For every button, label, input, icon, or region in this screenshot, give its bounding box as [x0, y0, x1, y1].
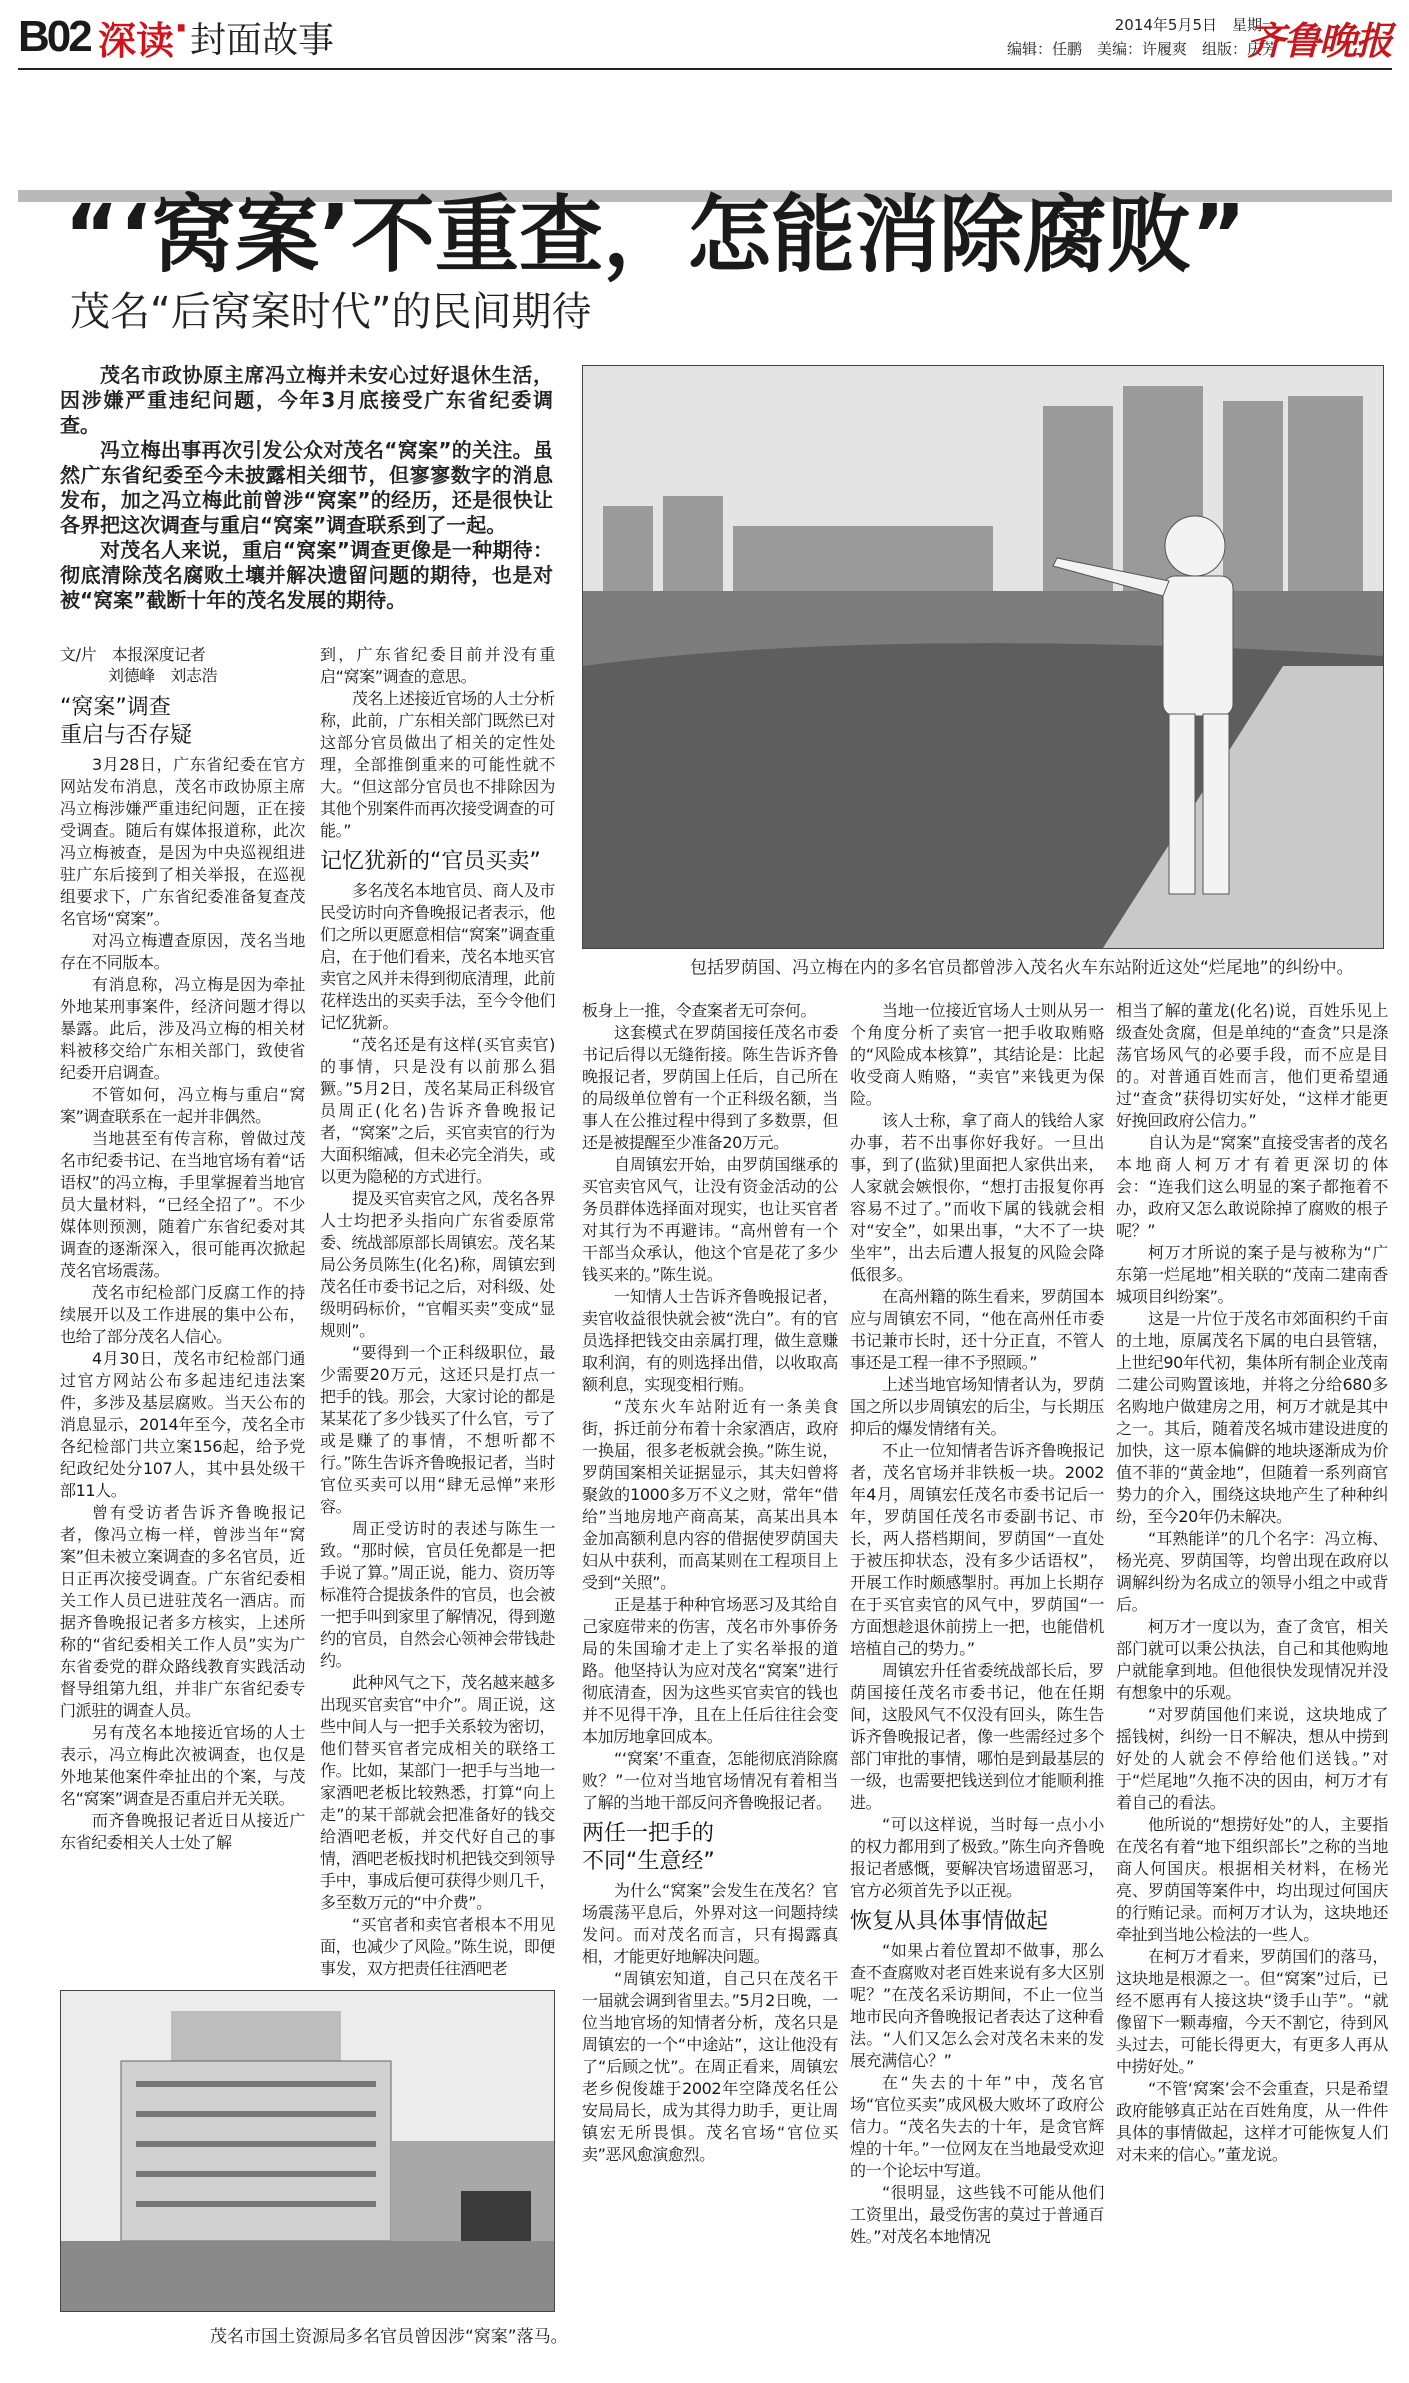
body-paragraph: “‘窝案’不重查，怎能彻底消除腐败？”一位对当地官场情况有着相当了解的当地干部反问齐鲁晚报记者。	[582, 1749, 838, 1812]
body-paragraph: 到，广东省纪委目前并没有重启“窝案”调查的意思。	[320, 645, 555, 686]
photo-caption: 茂名市国土资源局多名官员曾因涉“窝案”落马。	[210, 2327, 568, 2347]
subsection-name: 封面故事	[190, 20, 335, 61]
body-paragraph: 不止一位知情者告诉齐鲁晚报记者，茂名官场并非铁板一块。2002年4月，周镇宏任茂名市委书记后一年，罗荫国任茂名市委副书记、市长，两人搭档期间，罗荫国“一直处于被压抑状态，没有多少话语权”，开展工作时颇感掣肘。再加上长期存在于买官卖官的风气中，罗荫国“一方面想趁退休前捞上一把，也能借机培植自己的势力。”	[850, 1441, 1104, 1658]
body-paragraph: “很明显，这些钱不可能从他们工资里出，最受伤害的莫过于普通百姓。”对茂名本地情况	[850, 2183, 1104, 2246]
body-paragraph: 茂名市纪检部门反腐工作的持续展开以及工作进展的集中公布，也给了部分茂名人信心。	[60, 1283, 305, 1346]
body-paragraph: 自周镇宏开始，由罗荫国继承的买官卖官风气，让没有资金活动的公务员群体选择面对现实，也让买官者对其行为不再避讳。“高州曾有一个干部当众承认，他这个官是花了多少钱买来的。”陈生说。	[582, 1155, 838, 1284]
section-heading: 重启与否存疑	[60, 723, 193, 748]
body-paragraph: 4月30日，茂名市纪检部门通过官方网站公布多起违纪违法案件，多涉及基层腐败。当天公布的消息显示，2014年至今，茂名全市各纪检部门共立案156起，给予党纪政纪处分107人，其中县处级干部11人。	[60, 1349, 305, 1500]
editor-credits: 编辑：任鹏 美编：许履爽 组版：庆芳	[1006, 40, 1277, 58]
section-dot: ·	[174, 6, 189, 50]
body-paragraph: 在柯万才看来，罗荫国们的落马，这块地是根源之一。但“窝案”过后，已经不愿再有人接这块“烫手山芋”。“就像留下一颗毒瘤，今天不割它，待到风头过去，可能长得更大，有更多人再从中捞好处。”	[1116, 1947, 1388, 2076]
photo-caption: 包括罗荫国、冯立梅在内的多名官员都曾涉入茂名火车东站附近这处“烂尾地”的纠纷中。	[690, 958, 1354, 978]
body-paragraph: 此种风气之下，茂名越来越多出现买官卖官“中介”。周正说，这些中间人与一把手关系较为密切，他们替买官者完成相关的联络工作。比如，某部门一把手与当地一家酒吧老板比较熟悉，打算“向上走”的某干部就会把准备好的钱交给酒吧老板，并交代好自己的事情，酒吧老板找时机把钱交到领导手中，事成后便可获得少则几千，多至数万元的“中介费”。	[320, 1673, 555, 1912]
body-paragraph: 周正受访时的表述与陈生一致。“那时候，官员任免都是一把手说了算。”周正说，能力、资历等标准符合提拔条件的官员，也会被一把手叫到家里了解情况，得到邀约的官员，自然会心领神会带钱赴约。	[320, 1519, 555, 1670]
article-column-5	[1116, 1000, 1388, 2166]
section-heading: 记忆犹新的“官员买卖”	[320, 849, 541, 874]
building-illustration	[61, 1991, 554, 2311]
headline: “‘窝案’不重查，怎能消除腐败”	[64, 186, 1247, 284]
body-paragraph: 多名茂名本地官员、商人及市民受访时向齐鲁晚报记者表示，他们之所以更愿意相信“窝案”调查重启，在于他们看来，茂名本地买官卖官之风并未得到彻底清理，此前花样迭出的买卖手法，至今令他们记忆犹新。	[320, 881, 555, 1032]
section-heading: 两任一把手的	[582, 1821, 715, 1846]
body-paragraph: 一知情人士告诉齐鲁晚报记者，卖官收益很快就会被“洗白”。有的官员选择把钱交由亲属打理，做生意赚取利润，有的则选择出借，以收取高额利息，实现变相行贿。	[582, 1287, 838, 1394]
body-paragraph: 当地甚至有传言称，曾做过茂名市纪委书记、在当地官场有着“话语权”的冯立梅，手里掌握着当地官员大量材料，“已经全招了”。不少媒体则预测，随着广东省纪委对其调查的逐渐深入，很可能再次掀起茂名官场震荡。	[60, 1129, 305, 1280]
body-paragraph: 该人士称，拿了商人的钱给人家办事，若不出事你好我好。一旦出事，到了(监狱)里面把人家供出来，人家就会嫉恨你，“想打击报复你再容易不过了。”而收下属的钱就会相对“安全”，如果出事，“大不了一块坐牢”，出去后遭人报复的风险会降低很多。	[850, 1111, 1104, 1284]
subheadline: 茂名“后窝案时代”的民间期待	[70, 289, 592, 335]
body-paragraph: “茂名还是有这样(买官卖官)的事情，只是没有以前那么猖獗。”5月2日，茂名某局正科级官员周正(化名)告诉齐鲁晚报记者，“窝案”之后，买官卖官的行为大面积缩减，但未必完全消失，或以更为隐秘的方式进行。	[320, 1035, 555, 1186]
body-paragraph: 提及买官卖官之风，茂名各界人士均把矛头指向广东省委原常委、统战部原部长周镇宏。茂名某局公务员陈生(化名)称，周镇宏到茂名任市委书记之后，对科级、处级明码标价，“官帽买卖”变成“显规则”。	[320, 1189, 555, 1340]
body-paragraph: 在高州籍的陈生看来，罗荫国本应与周镇宏不同，“他在高州任市委书记兼市长时，还十分正直，不管人事还是工程一律不予照顾。”	[850, 1287, 1104, 1372]
body-paragraph: “周镇宏知道，自己只在茂名干一届就会调到省里去。”5月2日晚，一位当地官场的知情者分析，茂名只是周镇宏的一个“中途站”，这让他没有了“后顾之忧”。在周正看来，周镇宏老乡倪俊雄于2002年空降茂名任公安局局长，成为其得力助手，更让周镇宏无所畏惧。茂名官场“官位买卖”恶风愈演愈烈。	[582, 1969, 838, 2164]
body-paragraph: 柯万才所说的案子是与被称为“广东第一烂尾地”相关联的“茂南二建南香城项目纠纷案”。	[1116, 1243, 1388, 1306]
byline: 刘德峰 刘志浩	[108, 666, 218, 685]
body-paragraph: 而齐鲁晚报记者近日从接近广东省纪委相关人士处了解	[60, 1811, 305, 1852]
body-paragraph: 这是一片位于茂名市郊面积约千亩的土地，原属茂名下属的电白县管辖，上世纪90年代初，集体所有制企业茂南二建公司购置该地，并将之分给680多名购地户做建房之用，柯万才就是其中之一。其后，随着茂名城市建设进度的加快，这一原本偏僻的地块逐渐成为价值不菲的“黄金地”，但随着一系列商官势力的介入，围绕这块地产生了种种纠纷，至今20年仍未解决。	[1116, 1309, 1388, 1526]
body-paragraph: 他所说的“想捞好处”的人，主要指在茂名有着“地下组织部长”之称的当地商人何国庆。根据相关材料，在杨光亮、罗荫国等案件中，均出现过何国庆的行贿记录。而柯万才认为，这块地还牵扯到当地公检法的一些人。	[1116, 1815, 1388, 1944]
body-paragraph: “要得到一个正科级职位，最少需要20万元，这还只是打点一把手的钱。那会，大家讨论的都是某某花了多少钱买了什么官，亏了或是赚了的事情，不想听都不行。”陈生告诉齐鲁晚报记者，当时官位买卖可以用“肆无忌惮”来形容。	[320, 1343, 555, 1516]
body-paragraph: 相当了解的董龙(化名)说，百姓乐见上级查处贪腐，但是单纯的“查贪”只是涤荡官场风气的必要手段，而不应是目的。对普通百姓而言，他们更希望通过“查贪”获得切实好处，“这样才能更好挽回政府公信力。”	[1116, 1001, 1388, 1130]
body-paragraph: “对罗荫国他们来说，这块地成了摇钱树，纠纷一日不解决，想从中捞到好处的人就会不停给他们送钱。”对于“烂尾地”久拖不决的因由，柯万才有着自己的看法。	[1116, 1705, 1388, 1812]
section-heading: 恢复从具体事情做起	[850, 1909, 1049, 1934]
body-paragraph: 这套模式在罗荫国接任茂名市委书记后得以无缝衔接。陈生告诉齐鲁晚报记者，罗荫国上任后，自己所在的局级单位曾有一个正科级名额，当事人在公推过程中得到了多数票，但还是被提醒至少准备20万元。	[582, 1023, 838, 1152]
body-paragraph: “如果占着位置却不做事，那么查不查腐败对老百姓来说有多大区别呢？”在茂名采访期间，不止一位当地市民向齐鲁晚报记者表达了这种看法。“人们又怎么会对茂名未来的发展充满信心？”	[850, 1941, 1104, 2070]
body-paragraph: 为什么“窝案”会发生在茂名？官场震荡平息后，外界对这一问题持续发问。而对茂名而言，只有揭露真相，才能更好地解决问题。	[582, 1881, 838, 1966]
photo-scene-illustration	[583, 366, 1383, 948]
article-column-3	[582, 1000, 838, 2166]
page-number: B02	[18, 12, 90, 61]
body-paragraph: 茂名上述接近官场的人士分析称，此前，广东相关部门既然已对这部分官员做出了相关的定性处理，全部推倒重来的可能性就不大。“但这部分官员也不排除因为其他个别案件而再次接受调查的可能。”	[320, 689, 555, 840]
body-paragraph: “买官者和卖官者根本不用见面，也减少了风险。”陈生说，即便事发，双方把责任往酒吧老	[320, 1915, 555, 1978]
body-paragraph: 自认为是“窝案”直接受害者的茂名本地商人柯万才有着更深切的体会：“连我们这么明显的案子都拖着不办，政府又怎么敢说除掉了腐败的根子呢？”	[1116, 1133, 1388, 1240]
body-paragraph: 有消息称，冯立梅是因为牵扯外地某刑事案件，经济问题才得以暴露。此后，涉及冯立梅的相关材料被移交给广东相关部门，致使省纪委开启调查。	[60, 975, 305, 1082]
body-paragraph: 正是基于种种官场恶习及其给自己家庭带来的伤害，茂名市外事侨务局的朱国瑜才走上了实名举报的道路。他坚持认为应对茂名“窝案”进行彻底清查，因为这些买官卖官的钱也并不见得干净，且在上任后往往会变本加厉地拿回成本。	[582, 1595, 838, 1746]
section-heading: 不同“生意经”	[582, 1849, 715, 1874]
body-paragraph: 另有茂名本地接近官场的人士表示，冯立梅此次被调查，也仅是外地某他案件牵扯出的个案，与茂名“窝案”调查是否重启并无关联。	[60, 1723, 305, 1808]
body-paragraph: 不管如何，冯立梅与重启“窝案”调查联系在一起并非偶然。	[60, 1085, 305, 1126]
header-divider	[18, 68, 1392, 70]
body-paragraph: 周镇宏升任省委统战部长后，罗荫国接任茂名市委书记，他在任期间，这股风气不仅没有回头，陈生告诉齐鲁晚报记者，像一些需经过多个部门审批的事情，哪怕是到最基层的一级，也需要把钱送到位才能顺利推进。	[850, 1661, 1104, 1812]
article-column-1	[60, 644, 305, 1854]
body-paragraph: 曾有受访者告诉齐鲁晚报记者，像冯立梅一样，曾涉当年“窝案”但未被立案调查的多名官员，近日正再次接受调查。广东省纪委相关工作人员已进驻茂名一酒店。而据齐鲁晚报记者多方核实，上述所称的“省纪委相关工作人员”实为广东省委党的群众路线教育实践活动督导组第九组，并非广东省纪委专门派驻的调查人员。	[60, 1503, 305, 1720]
lead-paragraph: 冯立梅出事再次引发公众对茂名“窝案”的关注。虽然广东省纪委至今未披露相关细节，但寥寥数字的消息发布，加之冯立梅此前曾涉“窝案”的经历，还是很快让各界把这次调查与重启“窝案”调查联系到了一起。	[60, 438, 553, 537]
body-paragraph: 在“失去的十年”中，茂名官场“官位买卖”成风极大败坏了政府公信力。“茂名失去的十年，是贪官辉煌的十年。”一位网友在当地最受欢迎的一个论坛中写道。	[850, 2073, 1104, 2180]
lead-paragraph: 对茂名人来说，重启“窝案”调查更像是一种期待：彻底清除茂名腐败土壤并解决遗留问题的期待，也是对被“窝案”截断十年的茂名发展的期待。	[60, 538, 553, 612]
body-paragraph: 上述当地官场知情者认为，罗荫国之所以步周镇宏的后尘，与长期压抑后的爆发情绪有关。	[850, 1375, 1104, 1438]
body-paragraph: 3月28日，广东省纪委在官方网站发布消息，茂名市政协原主席冯立梅涉嫌严重违纪问题，正在接受调查。随后有媒体报道称，此次冯立梅被查，是因为中央巡视组进驻广东后接到了相关举报，在巡视组要求下，广东省纪委准备复查茂名官场“窝案”。	[60, 755, 305, 928]
lead-paragraph: 茂名市政协原主席冯立梅并未安心过好退休生活，因涉嫌严重违纪问题，今年3月底接受广东省纪委调查。	[60, 363, 553, 437]
newspaper-logo: 齐鲁晚报	[1246, 18, 1391, 63]
body-paragraph: “茂东火车站附近有一条美食街，拆迁前分布着十余家酒店，政府一换届，很多老板就会换。”陈生说，罗荫国案相关证据显示，其夫妇曾将聚敛的1000多万不义之财，常年“借给”当地房地产商高某，高某出具本金加高额利息内容的借据使罗荫国夫妇从中获利，而高某则在工程项目上受到“关照”。	[582, 1397, 838, 1592]
body-paragraph: 板身上一推，令查案者无可奈何。	[582, 1001, 817, 1020]
byline: 文/片 本报深度记者	[60, 645, 206, 664]
body-paragraph: “不管‘窝案’会不会重查，只是希望政府能够真正站在百姓角度，从一件件具体的事情做起，这样才可能恢复人们对未来的信心。”董龙说。	[1116, 2079, 1388, 2164]
body-paragraph: “可以这样说，当时每一点小小的权力都用到了极致。”陈生向齐鲁晚报记者感慨，要解决官场遗留恶习，官方必须首先予以正视。	[850, 1815, 1104, 1900]
section-name: 深读	[98, 19, 175, 63]
body-paragraph: 对冯立梅遭查原因，茂名当地存在不同版本。	[60, 931, 305, 972]
photo-land-bureau-building	[60, 1990, 555, 2312]
body-paragraph: 柯万才一度以为，查了贪官，相关部门就可以秉公执法，自己和其他购地户就能拿到地。但他很快发现情况并没有想象中的乐观。	[1116, 1617, 1388, 1702]
article-column-2	[320, 644, 555, 1980]
body-paragraph: “耳熟能详”的几个名字：冯立梅、杨光亮、罗荫国等，均曾出现在政府以调解纠纷为名成立的领导小组之中或背后。	[1116, 1529, 1388, 1614]
body-paragraph: 当地一位接近官场人士则从另一个角度分析了卖官一把手收取贿赂的“风险成本核算”，其结论是：比起收受商人贿赂，“卖官”来钱更为保险。	[850, 1001, 1104, 1108]
issue-date: 2014年5月5日 星期一	[1114, 16, 1277, 34]
article-column-4	[850, 1000, 1104, 2248]
photo-unfinished-land	[582, 365, 1384, 949]
article-lead	[60, 363, 553, 613]
section-heading: “窝案”调查	[60, 695, 171, 720]
